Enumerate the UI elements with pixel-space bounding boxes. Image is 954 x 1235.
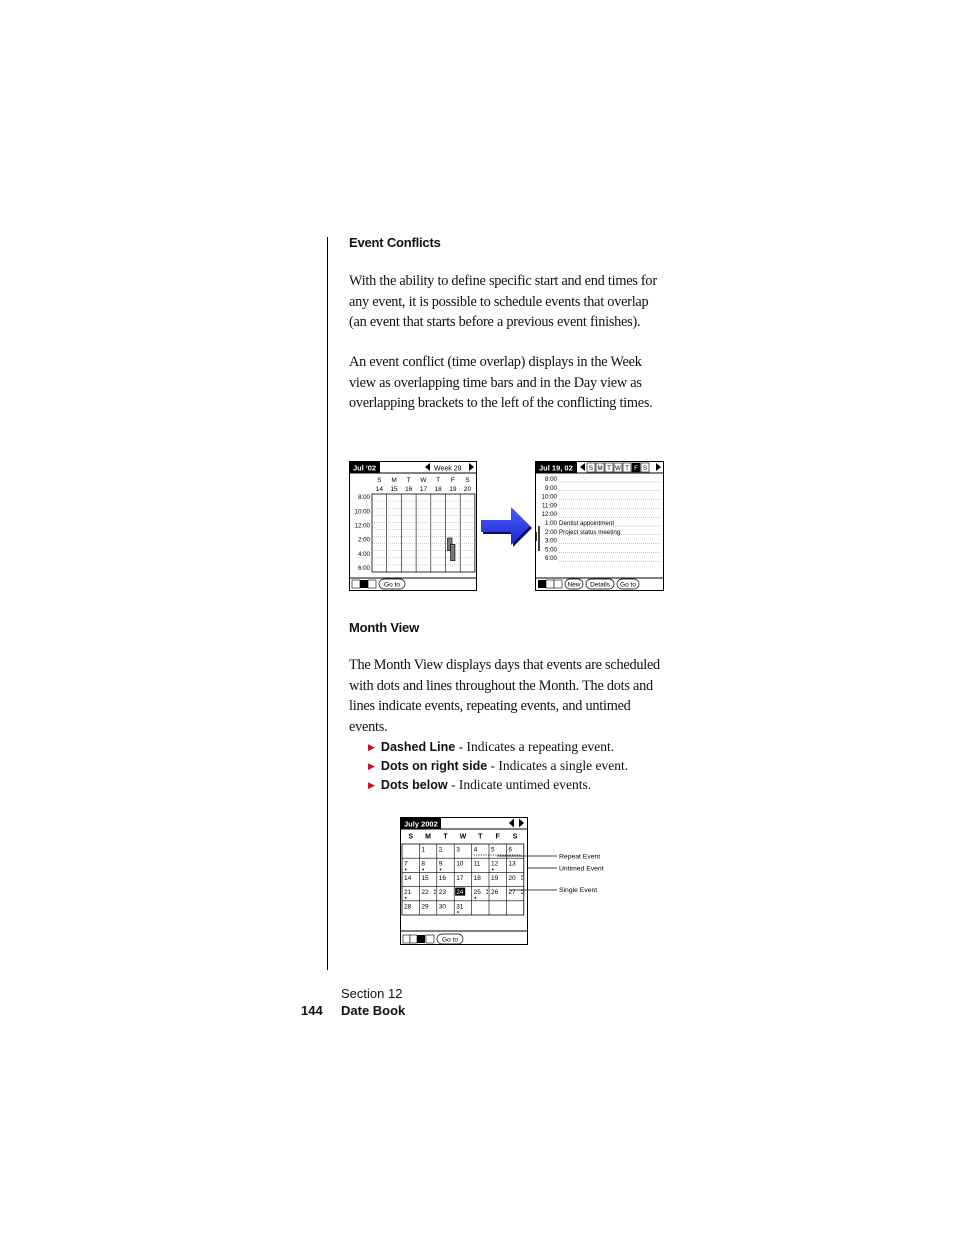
month-date-cell[interactable]: 28 bbox=[404, 903, 412, 911]
week-view-week-label: Week 29 bbox=[434, 465, 462, 473]
month-date-cell[interactable]: 29 bbox=[421, 903, 429, 911]
event-bar[interactable] bbox=[451, 544, 456, 560]
day-selector-label: S bbox=[642, 465, 648, 473]
week-goto-label: Go to bbox=[384, 581, 400, 589]
month-day-header: W bbox=[459, 833, 467, 841]
week-date-header[interactable]: 15 bbox=[390, 486, 398, 493]
single-event-dot bbox=[487, 890, 488, 891]
month-date-cell[interactable]: 15 bbox=[421, 874, 429, 882]
paragraph-event-conflicts-1: With the ability to define specific start and end times for any event, it is possible to schedule events that overlap (an event that starts before a previous event finishes). bbox=[349, 273, 657, 330]
month-date-cell[interactable]: 23 bbox=[438, 889, 447, 897]
month-date-cell[interactable]: 18 bbox=[473, 874, 481, 882]
month-date-cell[interactable]: 12 bbox=[491, 860, 499, 868]
month-date-cell[interactable]: 17 bbox=[456, 874, 464, 882]
month-date-cell[interactable]: 27 bbox=[508, 889, 516, 897]
callout-untimed-event: Untimed Event bbox=[559, 865, 604, 873]
month-date-cell[interactable]: 24 bbox=[456, 889, 464, 897]
month-date-cell[interactable]: 16 bbox=[438, 874, 447, 882]
day-view-button-label: Details bbox=[590, 581, 610, 589]
month-date-cell[interactable]: 19 bbox=[491, 874, 499, 882]
day-time-label: 8:00 bbox=[544, 476, 557, 483]
week-time-label: 10:00 bbox=[354, 508, 370, 516]
week-date-header[interactable]: 16 bbox=[405, 486, 413, 493]
single-event-dot bbox=[434, 893, 435, 894]
right-arrow-icon bbox=[480, 505, 535, 551]
day-time-label: 5:00 bbox=[544, 546, 557, 554]
day-event-title[interactable]: Dentist appointment bbox=[559, 520, 615, 527]
month-day-header: T bbox=[443, 833, 448, 841]
week-view-title: Jul '02 bbox=[353, 463, 377, 473]
day-time-label: 2:00 bbox=[544, 528, 557, 536]
day-time-label: 12:00 bbox=[541, 511, 557, 519]
paragraph-month-view: The Month View displays days that events are scheduled with dots and lines throughout the Month. The dots and lines indicate events, repeating events, and untimed events. bbox=[349, 657, 660, 735]
bullet-term: Dots on right side bbox=[380, 759, 488, 773]
month-date-cell[interactable]: 2 bbox=[438, 846, 443, 854]
untimed-event-dot bbox=[405, 869, 407, 871]
triangle-bullet-icon: ▶ bbox=[368, 742, 375, 752]
week-day-header: M bbox=[391, 477, 397, 484]
single-event-dot bbox=[521, 893, 522, 894]
week-time-label: 6:00 bbox=[357, 565, 370, 573]
week-time-label: 8:00 bbox=[357, 494, 370, 502]
month-date-cell[interactable]: 13 bbox=[508, 860, 516, 868]
paragraph-event-conflicts-2: An event conflict (time overlap) displays in the Week view as overlapping time bars and in the Day view as overlapping brackets to the left of the conflicting times. bbox=[349, 354, 653, 411]
month-view-title: July 2002 bbox=[404, 819, 438, 829]
heading-month-view: Month View bbox=[349, 620, 419, 635]
week-day-header: S bbox=[465, 477, 470, 484]
day-time-label: 10:00 bbox=[541, 493, 557, 501]
week-date-header[interactable]: 20 bbox=[463, 486, 472, 493]
untimed-event-dot bbox=[475, 897, 477, 899]
list-item bbox=[368, 756, 688, 775]
day-time-label: 11:00 bbox=[541, 502, 557, 510]
day-selector-label: T bbox=[625, 465, 629, 473]
indicator-list bbox=[368, 737, 688, 794]
month-date-cell[interactable]: 11 bbox=[473, 860, 481, 868]
month-day-header: T bbox=[478, 833, 483, 841]
bullet-term: Dashed Line bbox=[380, 740, 456, 754]
footer-section-label: Section 12 bbox=[341, 986, 403, 1001]
heading-event-conflicts: Event Conflicts bbox=[349, 235, 441, 250]
triangle-bullet-icon: ▶ bbox=[368, 761, 375, 771]
month-date-cell[interactable]: 8 bbox=[421, 860, 426, 868]
triangle-bullet-icon: ▶ bbox=[368, 780, 375, 790]
week-time-label: 4:00 bbox=[357, 550, 370, 558]
week-date-header[interactable]: 18 bbox=[434, 486, 442, 493]
day-view-icon[interactable] bbox=[403, 935, 410, 943]
day-view-icon[interactable] bbox=[538, 580, 546, 588]
untimed-event-dot bbox=[440, 869, 442, 871]
footer-chapter-title: Date Book bbox=[341, 1003, 406, 1018]
day-selector-label: W bbox=[615, 465, 621, 473]
untimed-event-dot bbox=[457, 911, 459, 913]
month-view-icon[interactable] bbox=[368, 580, 376, 588]
month-date-cell[interactable]: 30 bbox=[438, 903, 447, 911]
month-day-header: F bbox=[495, 833, 500, 841]
month-date-cell[interactable]: 31 bbox=[456, 903, 464, 911]
agenda-view-icon[interactable] bbox=[426, 935, 434, 943]
margin-rule bbox=[327, 237, 328, 970]
week-view-screenshot bbox=[349, 461, 477, 591]
month-view-icon[interactable] bbox=[554, 580, 562, 588]
single-event-dot bbox=[487, 893, 488, 894]
week-view-icon[interactable] bbox=[410, 935, 417, 943]
week-time-label: 12:00 bbox=[354, 522, 370, 530]
day-event-title[interactable]: Project status meeting bbox=[559, 528, 621, 536]
day-selector-label: F bbox=[634, 465, 638, 473]
month-date-cell[interactable]: 4 bbox=[473, 846, 478, 854]
day-selector-label: T bbox=[607, 465, 611, 473]
week-day-header: S bbox=[377, 477, 382, 484]
single-event-dot bbox=[521, 878, 522, 879]
month-goto-label: Go to bbox=[442, 936, 458, 944]
month-day-header: S bbox=[408, 833, 414, 841]
month-day-header: M bbox=[425, 833, 432, 841]
month-date-cell[interactable]: 9 bbox=[438, 860, 443, 868]
day-time-label: 6:00 bbox=[544, 555, 557, 563]
list-item bbox=[368, 775, 688, 794]
footer-page-number: 144 bbox=[301, 1003, 323, 1018]
day-view-icon[interactable] bbox=[352, 580, 360, 588]
month-date-cell[interactable]: 5 bbox=[491, 846, 495, 854]
month-day-header: S bbox=[512, 833, 518, 841]
day-selector-label: S bbox=[588, 465, 594, 473]
month-view-icon[interactable] bbox=[417, 935, 425, 943]
week-view-icon[interactable] bbox=[360, 580, 368, 588]
month-date-cell[interactable]: 14 bbox=[404, 874, 412, 882]
week-date-header[interactable]: 17 bbox=[419, 486, 428, 493]
week-day-header: T bbox=[406, 477, 411, 484]
month-date-cell[interactable]: 7 bbox=[404, 860, 408, 868]
day-time-label: 1:00 bbox=[544, 520, 557, 527]
day-time-label: 3:00 bbox=[544, 537, 557, 545]
untimed-event-dot bbox=[492, 869, 494, 871]
day-view-button-label: Go to bbox=[620, 581, 636, 589]
single-event-dot bbox=[521, 875, 522, 876]
month-view-screenshot bbox=[400, 817, 615, 946]
bullet-desc: - Indicates a single event. bbox=[487, 758, 629, 773]
day-view-screenshot bbox=[535, 461, 664, 591]
list-item bbox=[368, 737, 688, 756]
week-day-header: F bbox=[450, 477, 455, 484]
week-date-header[interactable]: 14 bbox=[375, 486, 383, 493]
single-event-dot bbox=[434, 890, 435, 891]
month-date-cell[interactable]: 1 bbox=[421, 846, 426, 854]
month-date-cell[interactable]: 26 bbox=[491, 889, 499, 897]
bullet-desc: - Indicates a repeating event. bbox=[455, 739, 615, 754]
week-time-label: 2:00 bbox=[357, 536, 370, 544]
week-day-header: T bbox=[436, 477, 441, 484]
bullet-desc: - Indicate untimed events. bbox=[447, 777, 592, 792]
month-date-cell[interactable]: 21 bbox=[404, 889, 412, 897]
week-view-icon[interactable] bbox=[546, 580, 554, 588]
month-date-cell[interactable]: 20 bbox=[508, 874, 516, 882]
untimed-event-dot bbox=[405, 897, 407, 899]
untimed-event-dot bbox=[422, 869, 424, 871]
bullet-term: Dots below bbox=[380, 778, 448, 792]
week-date-header[interactable]: 19 bbox=[449, 486, 457, 493]
day-selector-label: M bbox=[597, 465, 603, 473]
week-day-header: W bbox=[420, 477, 427, 484]
month-date-cell[interactable]: 10 bbox=[456, 860, 464, 868]
month-date-cell[interactable]: 22 bbox=[421, 889, 429, 897]
month-date-cell[interactable]: 3 bbox=[456, 846, 460, 854]
month-date-cell[interactable]: 6 bbox=[508, 846, 513, 854]
day-view-button-label: New bbox=[567, 581, 581, 589]
callout-repeat-event: Repeat Event bbox=[559, 853, 601, 861]
day-view-title: Jul 19, 02 bbox=[539, 463, 573, 473]
day-time-label: 9:00 bbox=[544, 484, 557, 492]
callout-single-event: Single Event bbox=[559, 887, 598, 894]
month-date-cell[interactable]: 25 bbox=[473, 889, 481, 897]
